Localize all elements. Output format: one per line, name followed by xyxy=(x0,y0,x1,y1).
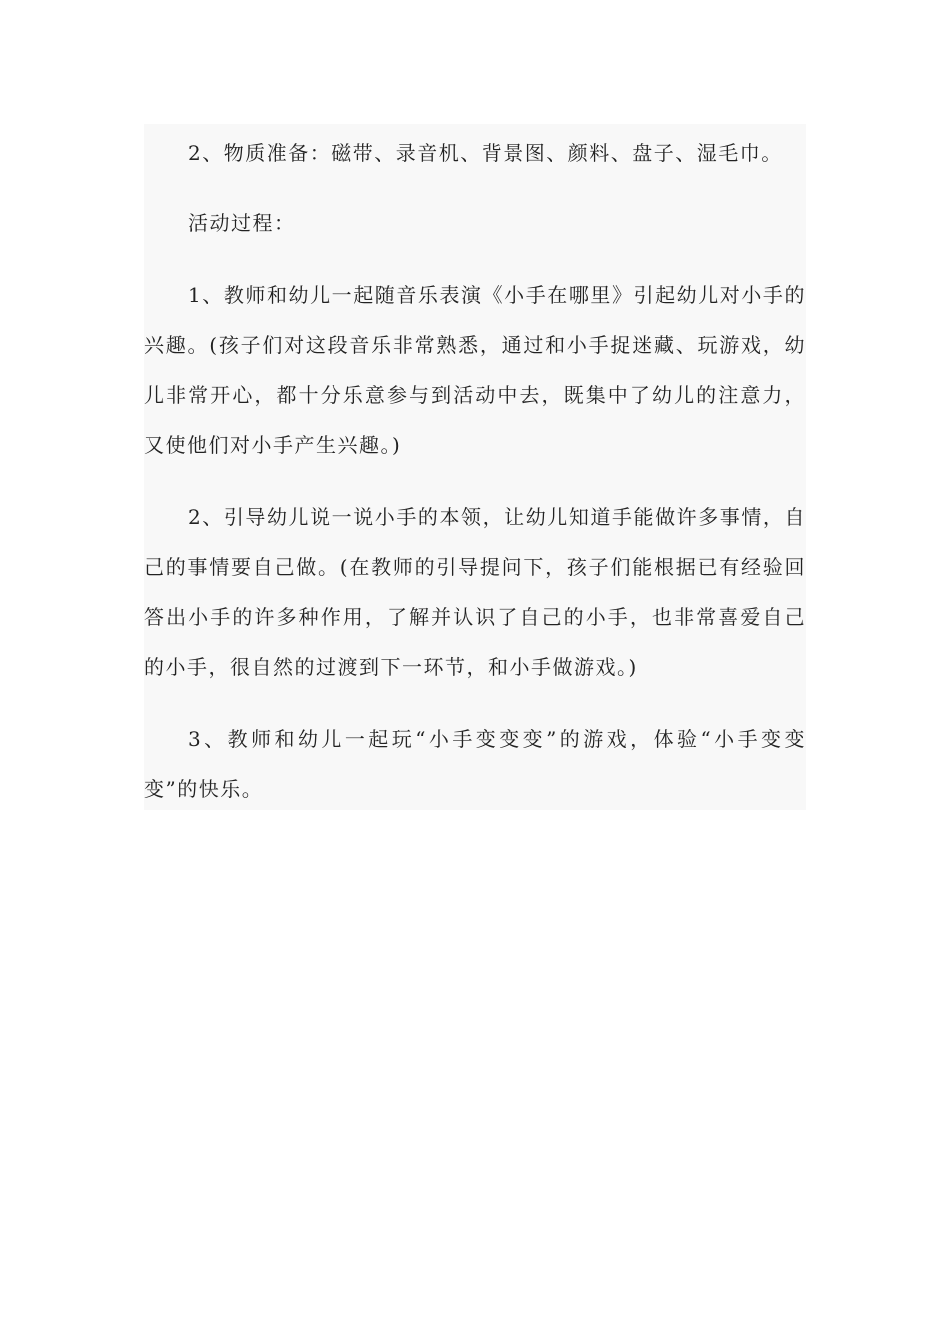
paragraph-activity-process-heading: 活动过程： xyxy=(188,211,296,235)
paragraph-step-2: 2、引导幼儿说一说小手的本领，让幼儿知道手能做许多事情，自己的事情要自己做。(在教师的引导提问下，孩子们能根据已有经验回答出小手的许多种作用，了解并认识了自己的小手，也非常喜爱自己的小手，很自然的过渡到下一环节，和小手做游戏。) xyxy=(144,505,806,679)
paragraph-step-3: 3、教师和幼儿一起玩“小手变变变”的游戏，体验“小手变变变”的快乐。 xyxy=(144,727,806,801)
paragraph-step-1: 1、教师和幼儿一起随音乐表演《小手在哪里》引起幼儿对小手的兴趣。(孩子们对这段音乐非常熟悉，通过和小手捉迷藏、玩游戏，幼儿非常开心，都十分乐意参与到活动中去，既集中了幼儿的注意力，又使他们对小手产生兴趣。) xyxy=(144,283,806,457)
paragraph-material-preparation: 2、物质准备：磁带、录音机、背景图、颜料、盘子、湿毛巾。 xyxy=(188,141,783,165)
